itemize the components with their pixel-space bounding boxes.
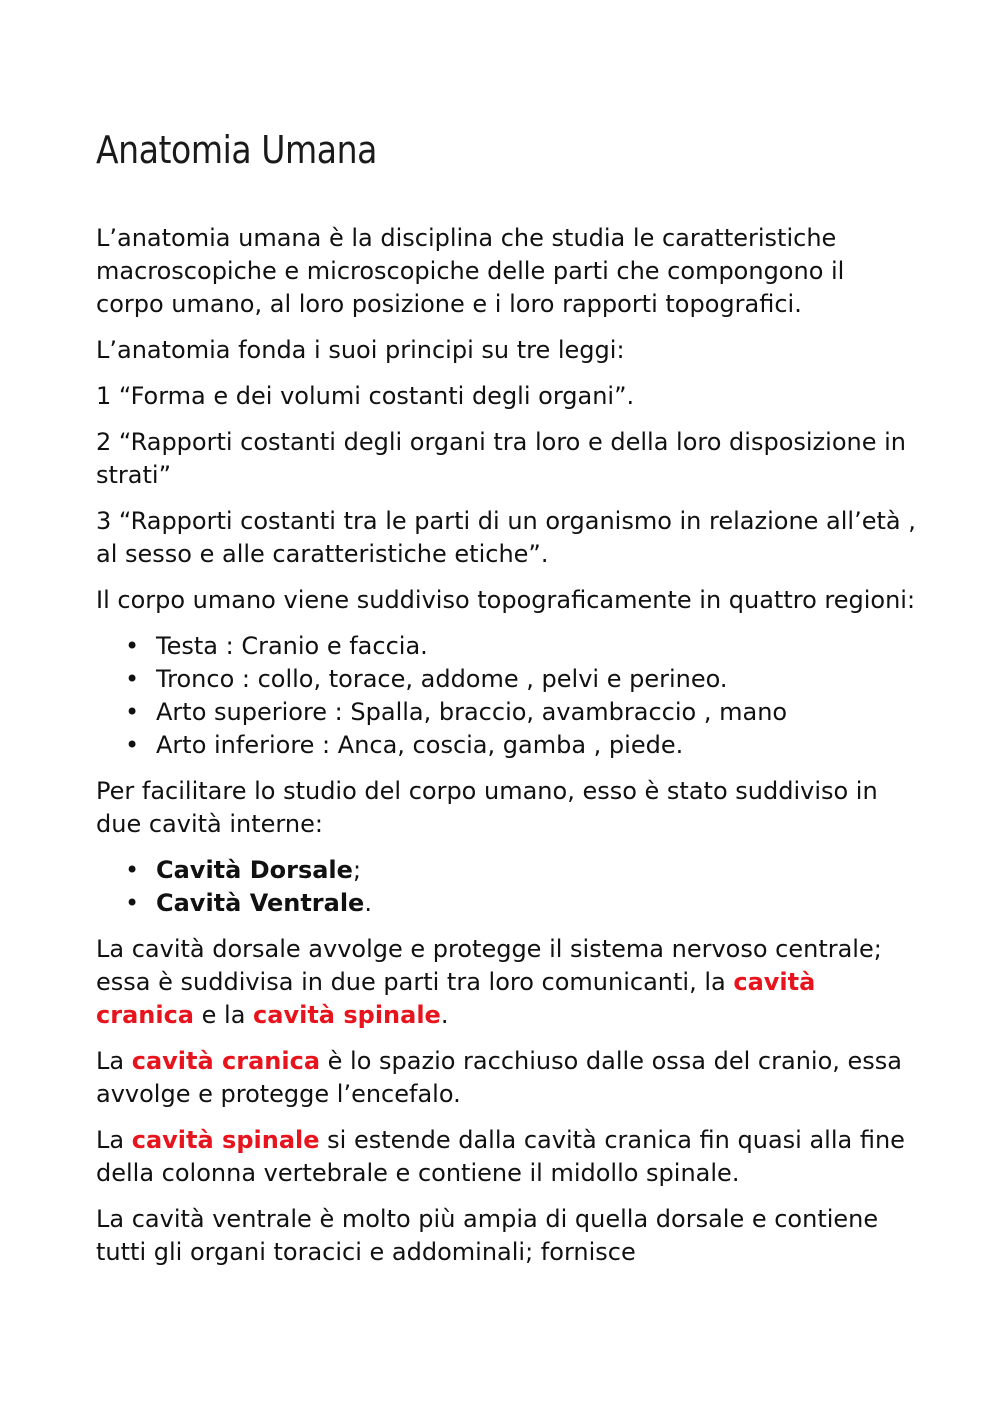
law-2-paragraph: 2 “Rapporti costanti degli organi tra loro e della loro disposizione in strati” bbox=[96, 428, 906, 489]
list-item bbox=[125, 887, 916, 920]
law-1-paragraph: 1 “Forma e dei volumi costanti degli organi”. bbox=[96, 382, 635, 410]
intro-paragraph: L’anatomia umana è la disciplina che studia le caratteristiche macroscopiche e microscopiche delle parti che compongono il corpo umano, al loro posizione e i loro rapporti topografici. bbox=[96, 224, 845, 318]
document-body bbox=[96, 222, 916, 1282]
dorsal-paragraph bbox=[96, 933, 916, 1032]
cavity-punct: ; bbox=[352, 856, 362, 884]
cranial-highlight: cavità cranica bbox=[131, 1047, 321, 1075]
dorsal-text-1: La cavità dorsale avvolge e protegge il sistema nervoso centrale; essa è suddivisa in due parti tra loro comunicanti, la bbox=[96, 935, 882, 996]
region-text: Arto inferiore : Anca, coscia, gamba , piede. bbox=[156, 731, 684, 759]
bullet-icon: • bbox=[125, 632, 140, 660]
ventral-paragraph: La cavità ventrale è molto più ampia di quella dorsale e contiene tutti gli organi toracici e addominali; fornisce bbox=[96, 1205, 879, 1266]
dorsal-text-3: . bbox=[440, 1001, 449, 1029]
laws-intro-paragraph: L’anatomia fonda i suoi principi su tre leggi: bbox=[96, 336, 625, 364]
regions-list bbox=[96, 630, 916, 762]
spinal-highlight: cavità spinale bbox=[253, 1001, 441, 1029]
spinal-text-2: si estende dalla cavità cranica fin quasi alla fine della colonna vertebrale e contiene il midollo spinale. bbox=[96, 1126, 905, 1187]
spinal-highlight: cavità spinale bbox=[131, 1126, 320, 1154]
list-item bbox=[125, 854, 916, 887]
regions-intro-paragraph: Il corpo umano viene suddiviso topograficamente in quattro regioni: bbox=[96, 586, 916, 614]
bullet-icon: • bbox=[125, 856, 140, 884]
cavity-name: Cavità Ventrale bbox=[156, 889, 365, 917]
region-text: Arto superiore : Spalla, braccio, avambraccio , mano bbox=[156, 698, 788, 726]
region-text: Tronco : collo, torace, addome , pelvi e perineo. bbox=[156, 665, 728, 693]
region-text: Testa : Cranio e faccia. bbox=[156, 632, 428, 660]
list-item bbox=[125, 696, 916, 729]
cranial-paragraph bbox=[96, 1045, 916, 1111]
cranial-text-2: è lo spazio racchiuso dalle ossa del cranio, essa avvolge e protegge l’encefalo. bbox=[96, 1047, 902, 1108]
list-item bbox=[125, 630, 916, 663]
spinal-paragraph bbox=[96, 1124, 916, 1190]
bullet-icon: • bbox=[125, 889, 140, 917]
spinal-text-1: La bbox=[96, 1126, 132, 1154]
bullet-icon: • bbox=[125, 731, 140, 759]
cranial-text-1: La bbox=[96, 1047, 132, 1075]
cavity-punct: . bbox=[364, 889, 372, 917]
cranial-highlight: cavità cranica bbox=[96, 968, 816, 1029]
law-3-paragraph: 3 “Rapporti costanti tra le parti di un organismo in relazione all’età , al sesso e alle caratteristiche etiche”. bbox=[96, 507, 916, 568]
cavity-name: Cavità Dorsale bbox=[156, 856, 353, 884]
bullet-icon: • bbox=[125, 665, 140, 693]
list-item bbox=[125, 729, 916, 762]
list-item bbox=[125, 663, 916, 696]
dorsal-text-2: e la bbox=[194, 1001, 254, 1029]
bullet-icon: • bbox=[125, 698, 140, 726]
cavities-intro-paragraph: Per facilitare lo studio del corpo umano, esso è stato suddiviso in due cavità interne: bbox=[96, 777, 878, 838]
cavities-list bbox=[96, 854, 916, 920]
page-title: Anatomia Umana bbox=[96, 128, 377, 172]
